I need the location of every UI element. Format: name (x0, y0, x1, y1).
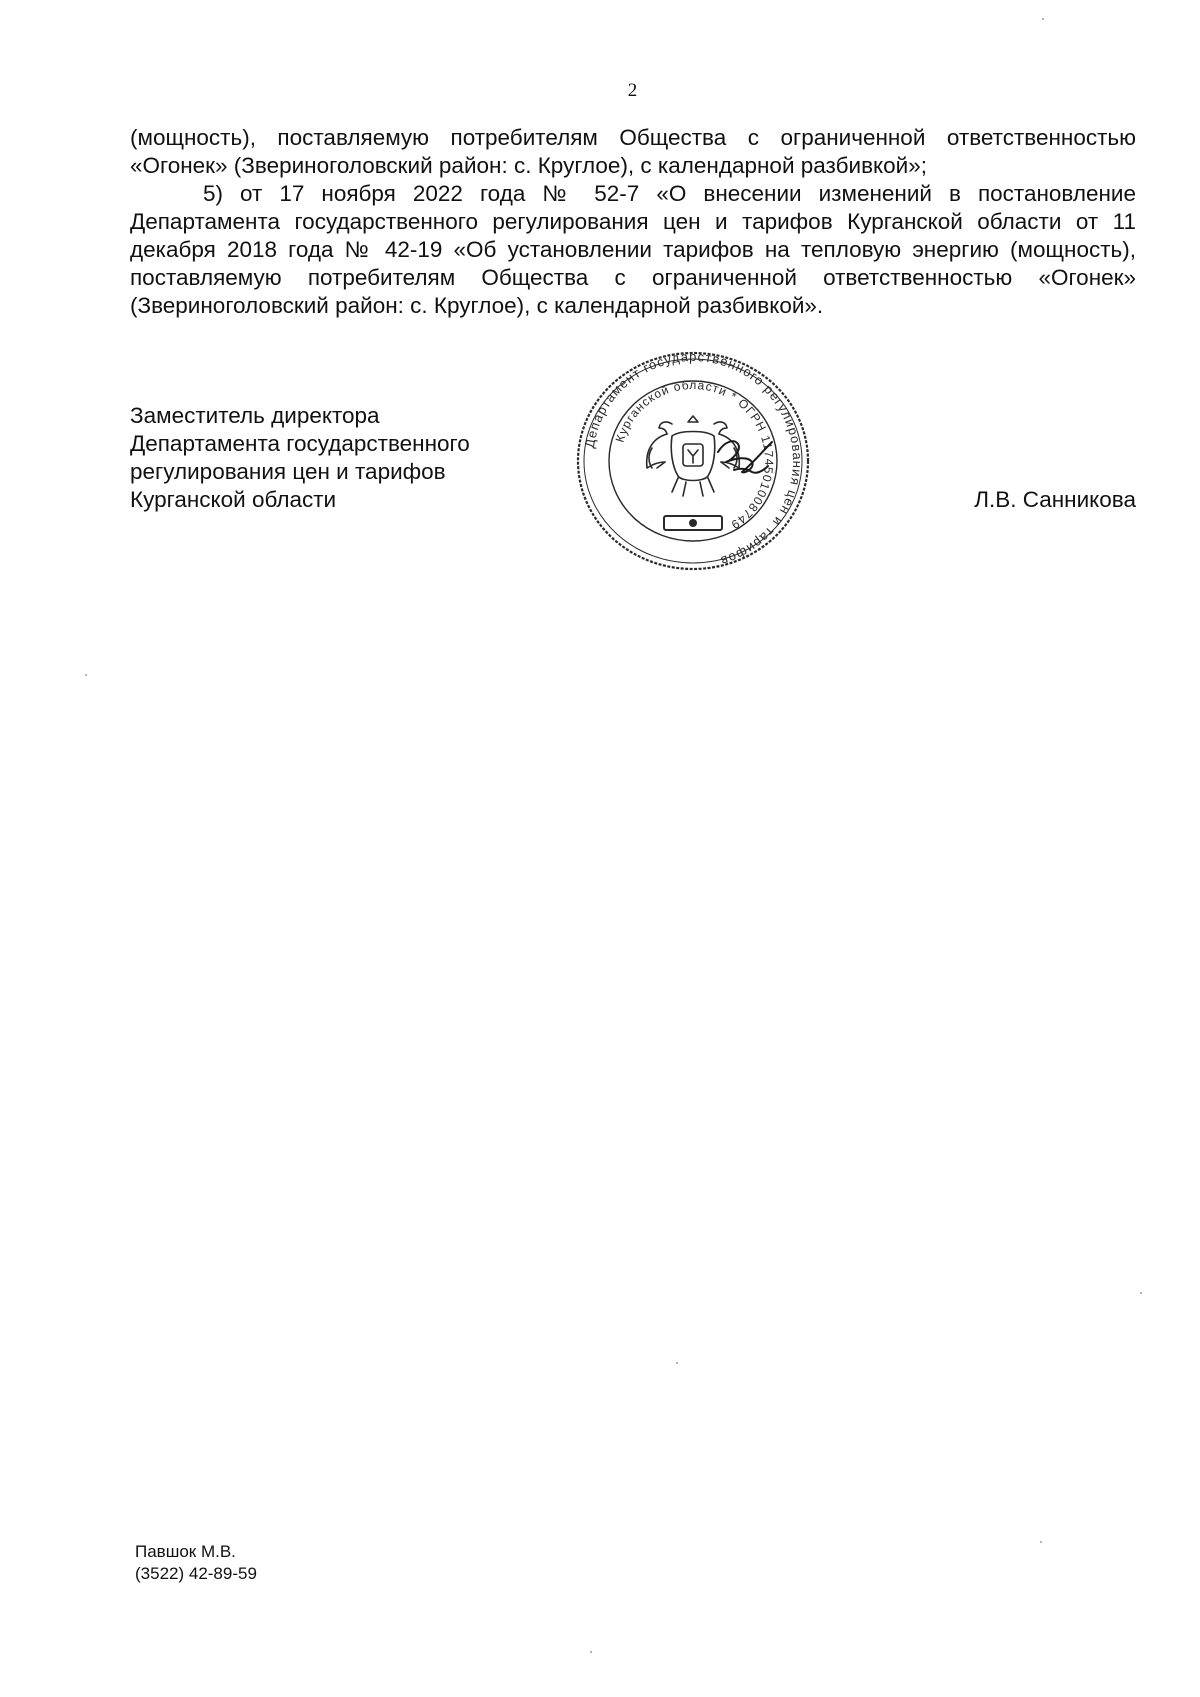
executor-phone: (3522) 42-89-59 (135, 1564, 257, 1583)
signatory-title-line: регулирования цен и тарифов (130, 459, 446, 484)
paragraph-item-5: 5) от 17 ноября 2022 года № 52-7 «О внесении изменений в постановление Департамента государственного регулирования цен и тарифов Курганской области от 11 декабря 2018 года № 42-19 «Об установлении тарифов на тепловую энергию (мощность), поставляемую потребителям Общества с ограниченной ответственностью «Огонек» (Звериноголовский район: с. Круглое), с календарной разбивкой». (130, 181, 1136, 318)
signatory-title-line: Курганской области (130, 487, 337, 512)
official-seal (568, 344, 818, 578)
scan-speck (85, 674, 87, 676)
scan-speck (1140, 1292, 1142, 1294)
scan-speck (590, 1651, 592, 1653)
seal-bottom-mark (664, 516, 722, 530)
page-number: 2 (627, 80, 638, 101)
document-body (130, 124, 1136, 320)
signatory-title (130, 402, 470, 514)
signatory-name: Л.В. Санникова (974, 487, 1136, 512)
seal-outer-text: Департамент государственного регулирования цен и тарифов (581, 348, 806, 570)
scan-speck (1040, 1541, 1042, 1543)
executor-block (135, 1541, 257, 1585)
seal-inner-text: Курганской области * ОГРН 1174501008749 (612, 377, 777, 533)
scan-speck (1042, 18, 1044, 20)
eagle-emblem-icon (647, 416, 740, 496)
signatory-title-line: Заместитель директора (130, 403, 380, 428)
scan-speck (676, 1362, 678, 1364)
executor-name: Павшок М.В. (135, 1542, 236, 1561)
paragraph-continuation: (мощность), поставляемую потребителям Общества с ограниченной ответственностью «Огонек» (Звериноголовский район: с. Круглое), с календарной разбивкой»; (130, 125, 1136, 178)
signatory-title-line: Департамента государственного (130, 431, 470, 456)
